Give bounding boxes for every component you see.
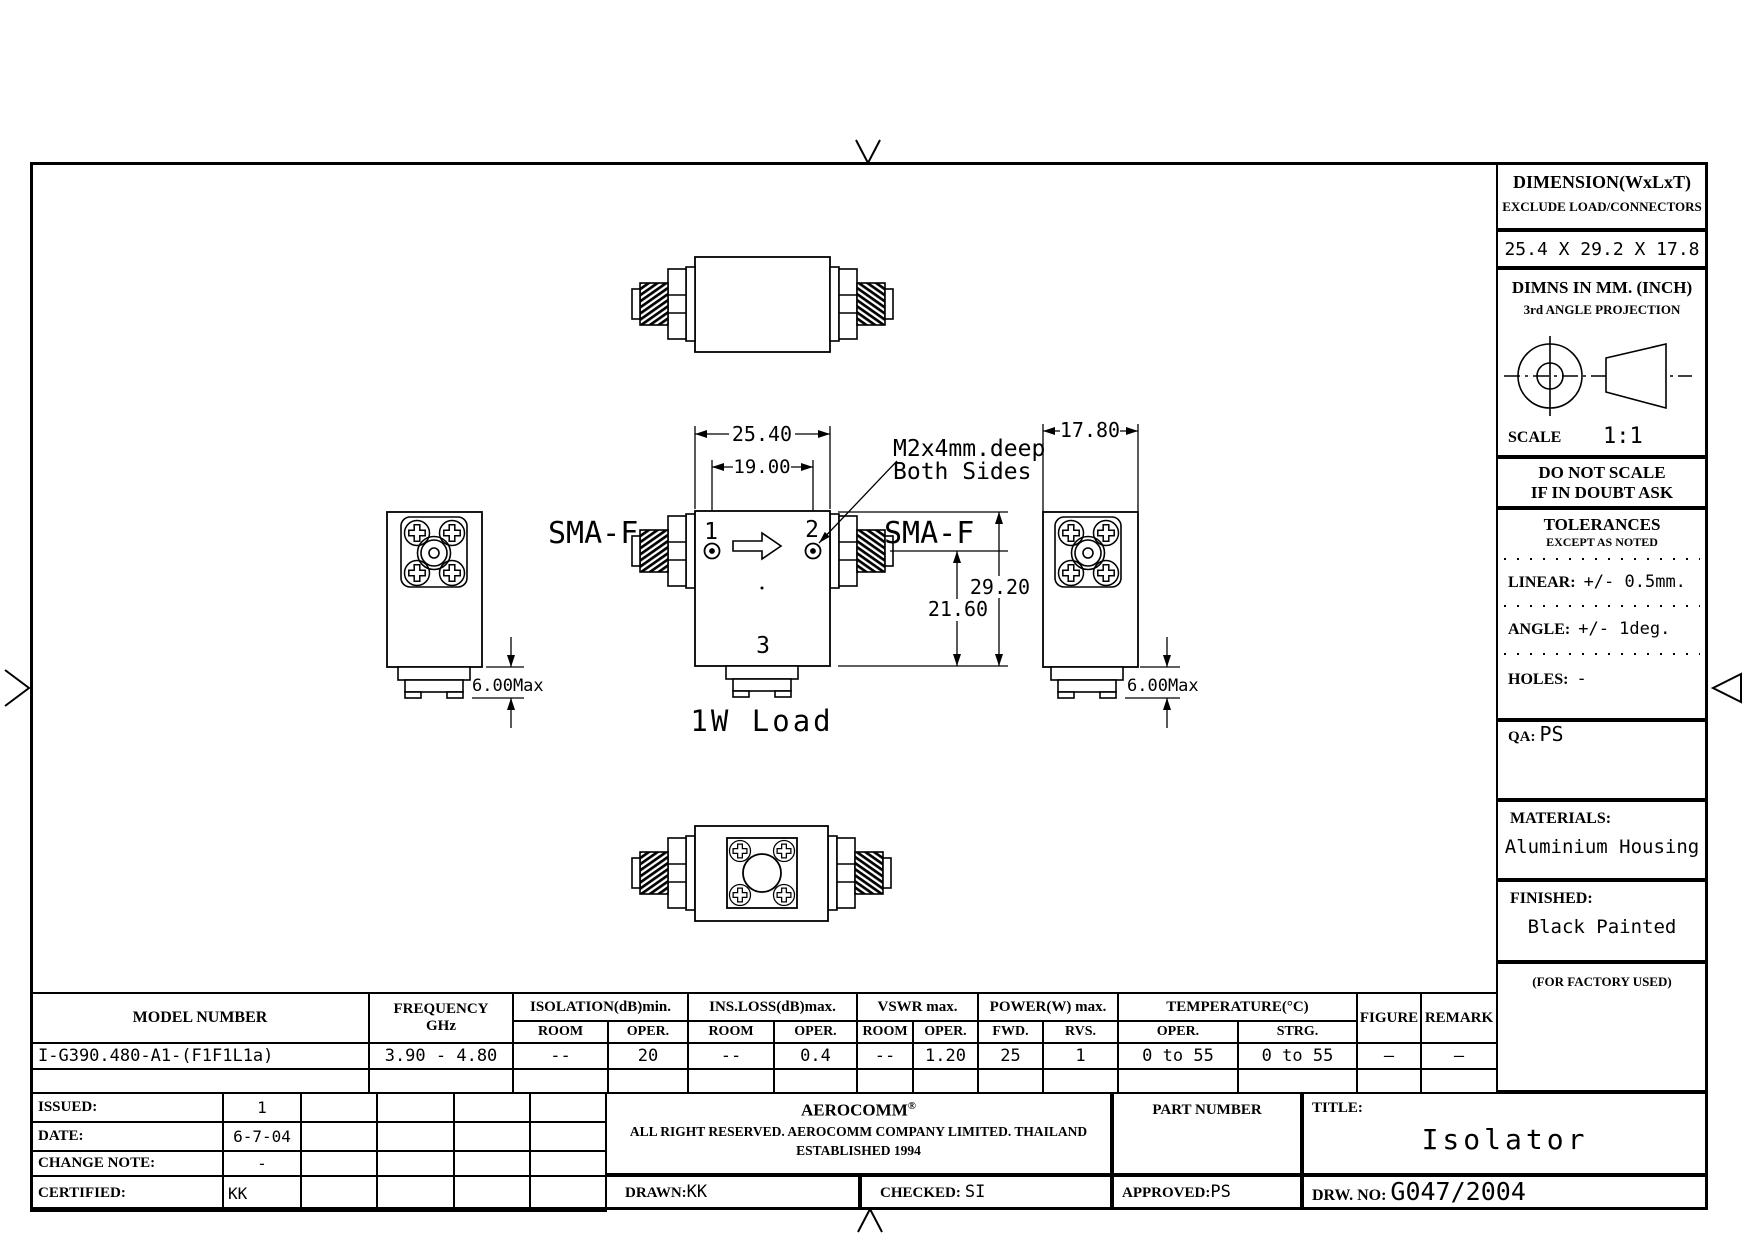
scale-value: 1:1 <box>1603 424 1643 449</box>
row-power-rvs: 1 <box>1043 1043 1118 1069</box>
checked-label: CHECKED: <box>880 1185 961 1201</box>
tolerances-box <box>1496 508 1708 720</box>
sub-insloss-oper: OPER. <box>774 1021 857 1043</box>
projection-box <box>1496 268 1708 457</box>
dim-height-port: 21.60 <box>927 597 989 621</box>
dim-width-total: 25.40 <box>731 422 793 446</box>
sub-power-fwd: FWD. <box>978 1021 1043 1043</box>
revision-table <box>30 1092 607 1212</box>
spec-empty-row <box>31 1069 1497 1093</box>
row-isolation-oper: 20 <box>608 1043 688 1069</box>
row-temp-oper: 0 to 55 <box>1118 1043 1238 1069</box>
company-established: ESTABLISHED 1994 <box>796 1143 921 1159</box>
sub-vswr-room: ROOM <box>857 1021 913 1043</box>
dim-tab-left: 6.00Max <box>472 676 544 696</box>
angle-label: ANGLE: <box>1508 621 1571 638</box>
registered-mark: ® <box>907 1100 916 1112</box>
dimension-title: DIMENSION(WxLxT) <box>1512 172 1691 192</box>
tolerances-subtitle: EXCEPT AS NOTED <box>1546 535 1658 549</box>
row-frequency: 3.90 - 4.80 <box>369 1043 513 1069</box>
callout-line1: M2x4mm.deep <box>893 436 1046 462</box>
row-vswr-oper: 1.20 <box>913 1043 978 1069</box>
drawn-label: DRAWN: <box>625 1185 687 1201</box>
col-temperature: TEMPERATURE(°C) <box>1118 993 1357 1021</box>
materials-box <box>1496 800 1708 880</box>
scale-label: SCALE <box>1508 429 1562 446</box>
row-insloss-oper: 0.4 <box>774 1043 857 1069</box>
certified-value: KK <box>223 1176 301 1211</box>
callout-line2: Both Sides <box>893 459 1032 485</box>
sub-temp-strg: STRG. <box>1238 1021 1357 1043</box>
port3-label: 3 <box>756 633 770 659</box>
col-model-number: MODEL NUMBER <box>31 993 369 1043</box>
linear-value: +/- 0.5mm. <box>1583 572 1686 592</box>
dotted-separator <box>1504 558 1700 560</box>
qa-label: QA: <box>1508 729 1536 745</box>
company-box <box>605 1092 1112 1175</box>
dim-tab-right: 6.00Max <box>1127 676 1199 696</box>
no-scale-line1: DO NOT SCALE <box>1538 463 1666 482</box>
holes-value: - <box>1576 669 1587 689</box>
col-vswr: VSWR max. <box>857 993 978 1021</box>
no-scale-line2: IF IN DOUBT ASK <box>1530 483 1674 502</box>
dim-height-total: 29.20 <box>969 575 1031 599</box>
linear-label: LINEAR: <box>1508 574 1576 591</box>
checked-box <box>860 1175 1112 1210</box>
qa-value: PS <box>1539 722 1564 746</box>
dimension-value: 25.4 X 29.2 X 17.8 <box>1504 239 1700 260</box>
dotted-separator <box>1504 653 1700 655</box>
sma-label-right: SMA-F <box>884 516 975 551</box>
row-isolation-room: -- <box>513 1043 608 1069</box>
col-isolation: ISOLATION(dB)min. <box>513 993 688 1021</box>
row-insloss-room: -- <box>688 1043 774 1069</box>
finished-box <box>1496 880 1708 962</box>
drw-no-value: G047/2004 <box>1390 1177 1526 1206</box>
dotted-separator <box>1504 605 1700 607</box>
certified-label: CERTIFIED: <box>31 1176 223 1211</box>
dimension-subtitle: EXCLUDE LOAD/CONNECTORS <box>1502 199 1702 214</box>
issued-label: ISSUED: <box>31 1093 223 1122</box>
issued-value: 1 <box>223 1093 301 1122</box>
col-power: POWER(W) max. <box>978 993 1118 1021</box>
sub-temp-oper: OPER. <box>1118 1021 1238 1043</box>
qa-box <box>1496 720 1708 800</box>
change-note-label: CHANGE NOTE: <box>31 1151 223 1176</box>
sub-vswr-oper: OPER. <box>913 1021 978 1043</box>
company-rights: ALL RIGHT RESERVED. AEROCOMM COMPANY LIMITED. THAILAND <box>629 1124 1088 1140</box>
row-power-fwd: 25 <box>978 1043 1043 1069</box>
part-number-box <box>1112 1092 1302 1175</box>
holes-label: HOLES: <box>1508 671 1569 688</box>
dim-width-ports: 19.00 <box>733 456 791 478</box>
approved-box <box>1112 1175 1302 1210</box>
sma-label-left: SMA-F <box>548 516 639 551</box>
drw-no-label: DRW. NO: <box>1312 1187 1387 1204</box>
company-name: AEROCOMM <box>801 1100 908 1120</box>
tolerances-title: TOLERANCES <box>1543 515 1661 534</box>
sub-power-rvs: RVS. <box>1043 1021 1118 1043</box>
port1-label: 1 <box>704 519 718 545</box>
col-figure: FIGURE <box>1357 993 1421 1043</box>
part-number-label: PART NUMBER <box>1152 1102 1262 1118</box>
finished-value: Black Painted <box>1527 916 1677 938</box>
sub-isolation-room: ROOM <box>513 1021 608 1043</box>
materials-label: MATERIALS: <box>1510 810 1612 827</box>
angle-value: +/- 1deg. <box>1578 619 1671 639</box>
row-vswr-room: -- <box>857 1043 913 1069</box>
units-title: DIMNS IN MM. (INCH) <box>1511 278 1693 297</box>
sub-insloss-room: ROOM <box>688 1021 774 1043</box>
approved-value: PS <box>1210 1182 1231 1202</box>
checked-value: SI <box>964 1182 986 1202</box>
row-temp-strg: 0 to 55 <box>1238 1043 1357 1069</box>
finished-label: FINISHED: <box>1510 890 1593 907</box>
materials-value: Aluminium Housing <box>1504 836 1700 858</box>
dim-side-width: 17.80 <box>1059 418 1121 442</box>
frequency-line2: GHz <box>426 1018 456 1034</box>
load-label: 1W Load <box>690 704 834 738</box>
row-figure: — <box>1357 1043 1421 1069</box>
dimension-box <box>1496 162 1708 230</box>
title-box <box>1302 1092 1708 1175</box>
port2-label: 2 <box>805 517 819 543</box>
drawn-value: KK <box>686 1182 708 1202</box>
approved-label: APPROVED: <box>1122 1185 1211 1201</box>
row-model: I-G390.480-A1-(F1F1L1a) <box>31 1043 369 1069</box>
factory-note: (FOR FACTORY USED) <box>1532 974 1672 989</box>
sub-isolation-oper: OPER. <box>608 1021 688 1043</box>
title-value: Isolator <box>1421 1123 1589 1156</box>
drw-no-box <box>1302 1175 1708 1210</box>
date-value: 6-7-04 <box>223 1122 301 1151</box>
change-note-value: - <box>223 1151 301 1176</box>
col-frequency <box>369 993 513 1043</box>
col-ins-loss: INS.LOSS(dB)max. <box>688 993 857 1021</box>
date-label: DATE: <box>31 1122 223 1151</box>
do-not-scale-box <box>1496 457 1708 508</box>
projection-label: 3rd ANGLE PROJECTION <box>1523 302 1681 317</box>
title-label: TITLE: <box>1312 1100 1363 1116</box>
col-remark: REMARK <box>1421 993 1497 1043</box>
spec-table <box>30 992 1498 1094</box>
row-remark: — <box>1421 1043 1497 1069</box>
frequency-line1: FREQUENCY <box>393 1001 489 1017</box>
drawn-box <box>605 1175 860 1210</box>
factory-note-box <box>1496 962 1708 1092</box>
dimension-value-box <box>1496 230 1708 268</box>
